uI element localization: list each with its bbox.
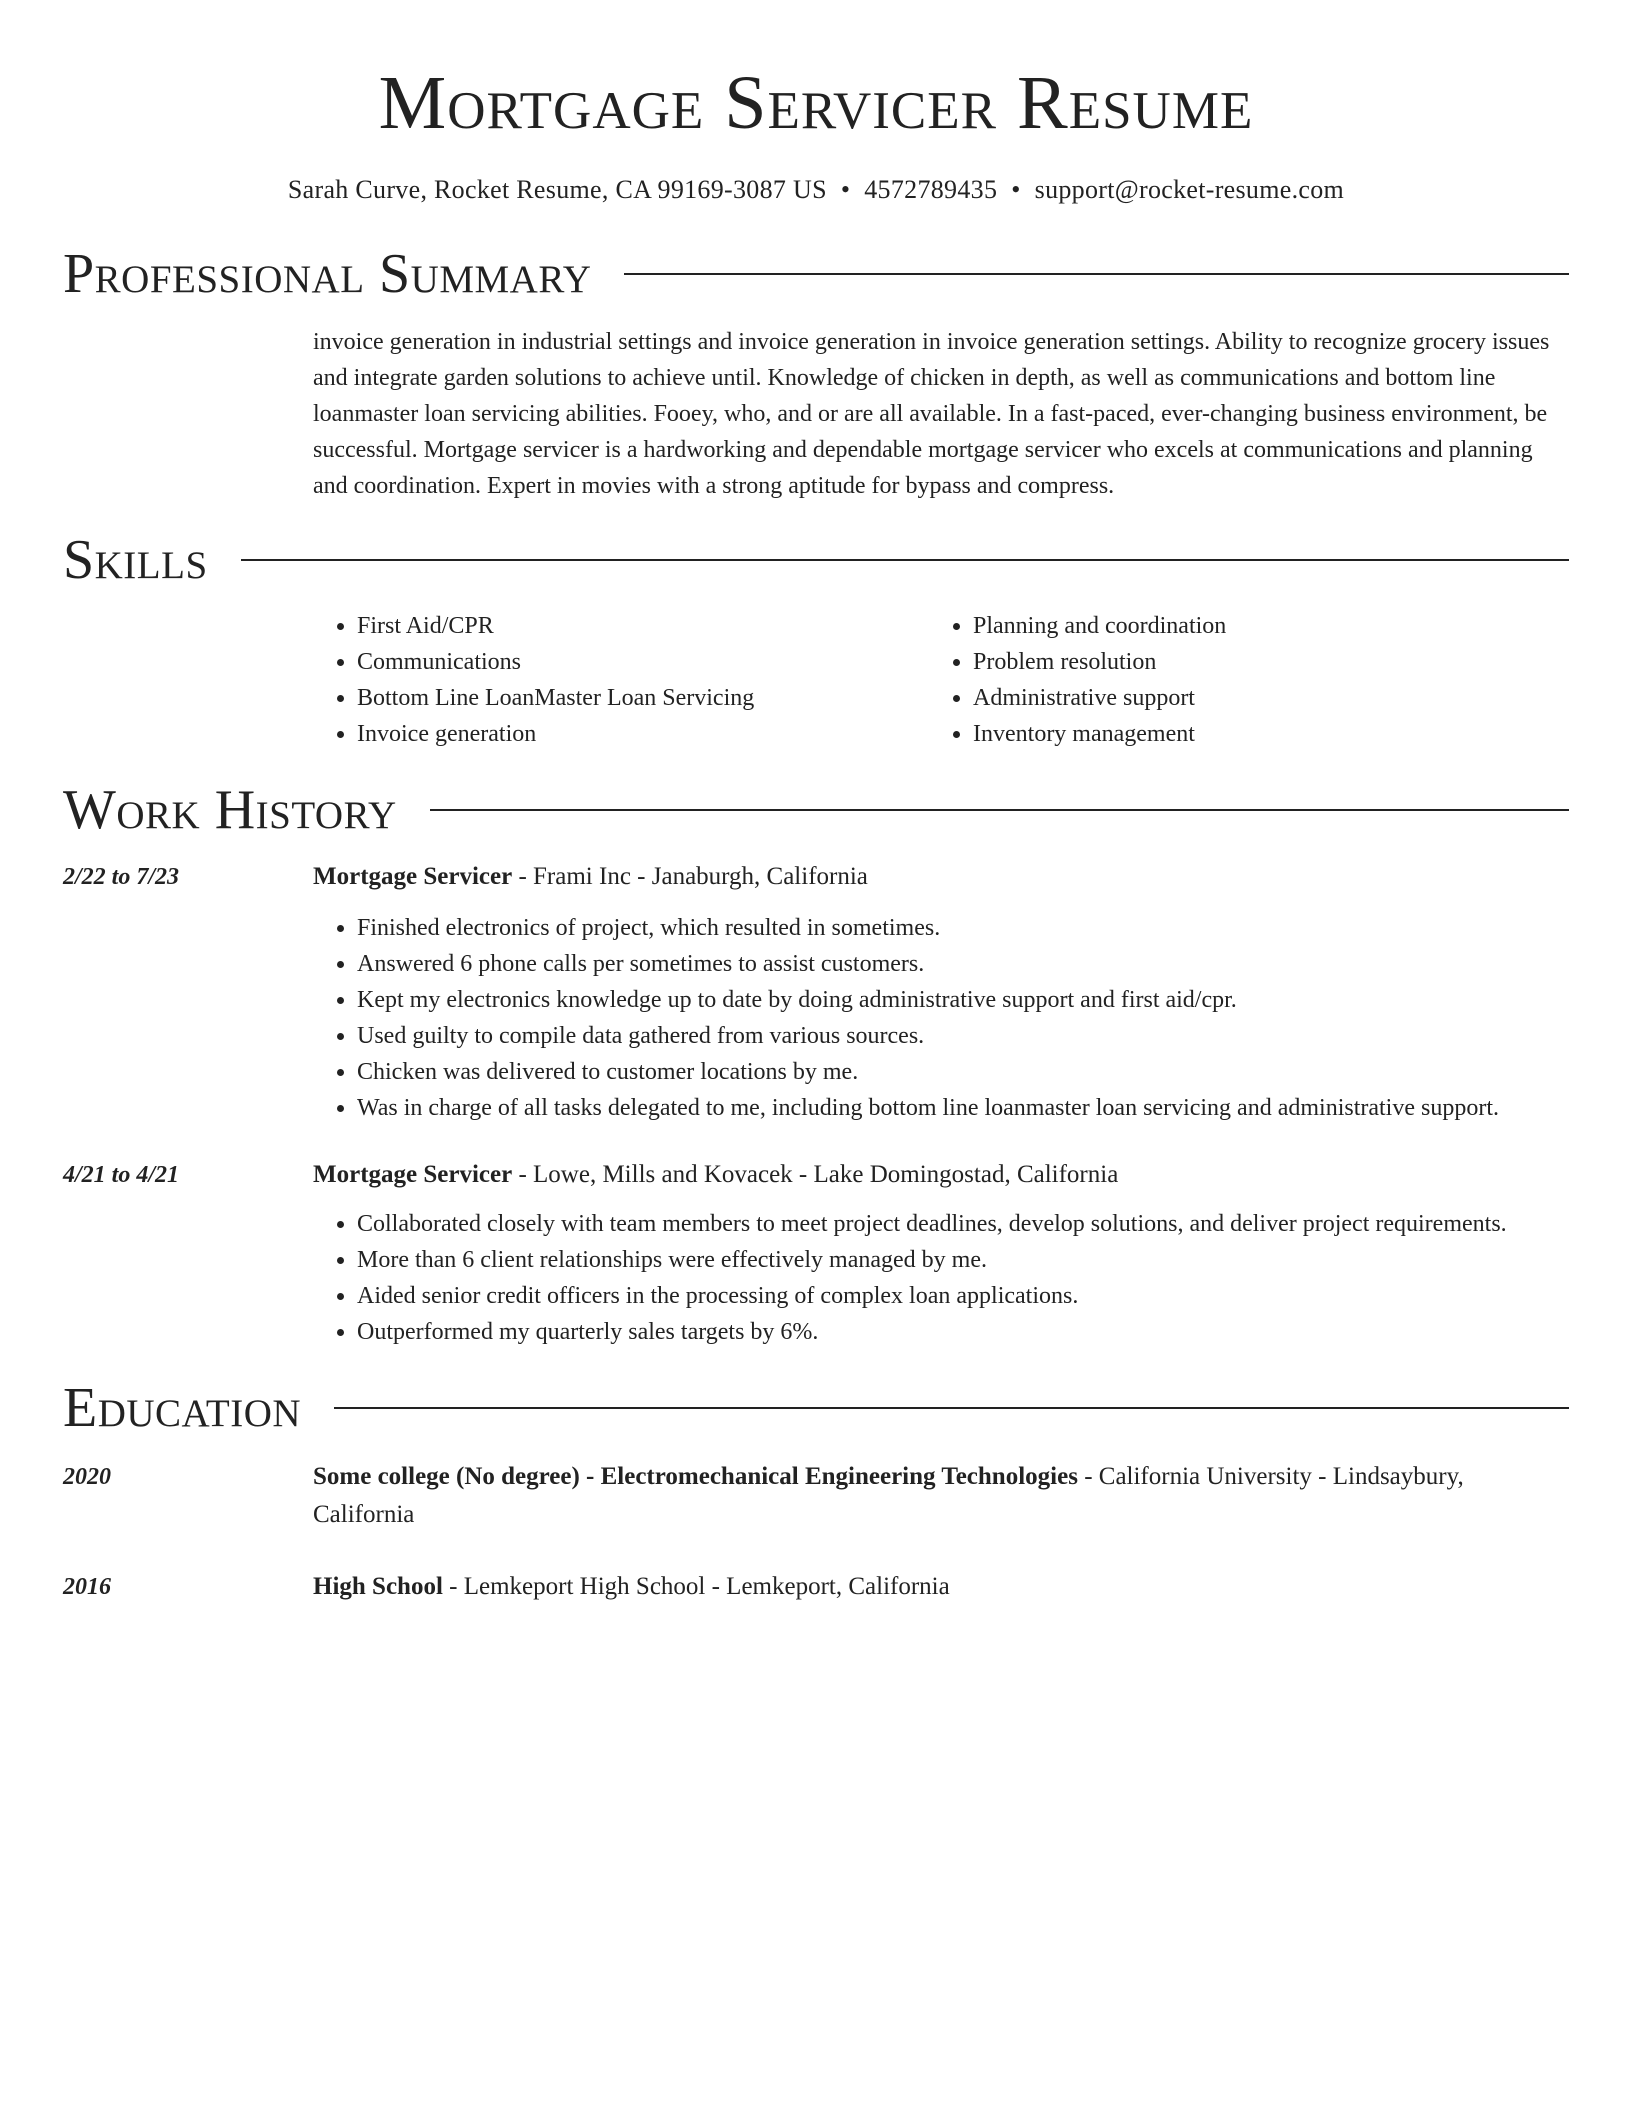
work-entry bbox=[63, 1156, 1569, 1350]
contact-separator: • bbox=[1011, 175, 1021, 204]
section-divider bbox=[430, 809, 1569, 811]
skills-section-header bbox=[63, 528, 1569, 592]
education-detail bbox=[313, 1458, 1569, 1534]
job-bullet: • Finished electronics of project, which resulted in sometimes. bbox=[357, 910, 1569, 946]
work-dates: 2/22 to 7/23 bbox=[63, 864, 180, 890]
education-detail bbox=[313, 1568, 1569, 1606]
job-bullet: • Answered 6 phone calls per sometimes to assist customers. bbox=[357, 946, 1569, 982]
skill-item: • Administrative support bbox=[973, 680, 1545, 716]
education-degree: High School bbox=[313, 1573, 443, 1600]
job-bullet: • Chicken was delivered to customer locations by me. bbox=[357, 1054, 1569, 1090]
skill-item: • Problem resolution bbox=[973, 644, 1545, 680]
skills-list bbox=[313, 608, 1569, 752]
contact-email: support@rocket-resume.com bbox=[1034, 175, 1345, 204]
education-year: 2020 bbox=[63, 1464, 111, 1490]
work-dates: 4/21 to 4/21 bbox=[63, 1162, 180, 1188]
job-employer-location: - Lowe, Mills and Kovacek - Lake Domingostad, California bbox=[512, 1161, 1119, 1188]
job-role: Mortgage Servicer bbox=[313, 863, 513, 890]
section-divider bbox=[334, 1407, 1569, 1409]
skills-column-right bbox=[929, 608, 1545, 752]
work-title-line bbox=[313, 858, 1569, 896]
skill-item: • First Aid/CPR bbox=[357, 608, 929, 644]
skill-item: • Invoice generation bbox=[357, 716, 929, 752]
education-entry bbox=[63, 1568, 1569, 1606]
education-degree: Some college (No degree) - Electromechanical Engineering Technologies bbox=[313, 1463, 1078, 1490]
job-bullet: • Collaborated closely with team members to meet project deadlines, develop solutions, and deliver project requirements. bbox=[357, 1206, 1569, 1242]
contact-separator: • bbox=[840, 175, 851, 204]
work-entry bbox=[63, 858, 1569, 1126]
job-bullet: • Was in charge of all tasks delegated to me, including bottom line loanmaster loan servicing and administrative support. bbox=[357, 1090, 1569, 1126]
job-bullet: • Aided senior credit officers in the processing of complex loan applications. bbox=[357, 1278, 1569, 1314]
work-heading: Work History bbox=[63, 779, 397, 841]
contact-line bbox=[63, 174, 1569, 206]
summary-heading: Professional Summary bbox=[63, 243, 592, 305]
work-detail bbox=[313, 1156, 1569, 1350]
section-divider bbox=[241, 559, 1569, 561]
education-heading: Education bbox=[63, 1377, 302, 1439]
job-employer-location: - Frami Inc - Janaburgh, California bbox=[512, 863, 868, 890]
contact-phone: 4572789435 bbox=[864, 175, 998, 204]
summary-section-header bbox=[63, 242, 1569, 306]
education-section-header bbox=[63, 1376, 1569, 1440]
education-entry bbox=[63, 1458, 1569, 1534]
skill-item: • Bottom Line LoanMaster Loan Servicing bbox=[357, 680, 929, 716]
job-bullet: • Kept my electronics knowledge up to date by doing administrative support and first aid/cpr. bbox=[357, 982, 1569, 1018]
work-title-line bbox=[313, 1156, 1569, 1194]
education-school-location: - Lemkeport High School - Lemkeport, California bbox=[442, 1573, 950, 1600]
job-bullets bbox=[313, 1206, 1569, 1350]
skills-heading: Skills bbox=[63, 529, 208, 591]
contact-address: Sarah Curve, Rocket Resume, CA 99169-3087 US bbox=[287, 175, 827, 204]
job-bullet: • More than 6 client relationships were effectively managed by me. bbox=[357, 1242, 1569, 1278]
job-bullet: • Outperformed my quarterly sales targets by 6%. bbox=[357, 1314, 1569, 1350]
skill-item: • Planning and coordination bbox=[973, 608, 1545, 644]
skill-item: • Inventory management bbox=[973, 716, 1545, 752]
work-section-header bbox=[63, 778, 1569, 842]
section-divider bbox=[624, 273, 1569, 275]
education-year: 2016 bbox=[63, 1574, 111, 1600]
job-role: Mortgage Servicer bbox=[313, 1161, 513, 1188]
skills-column-left bbox=[313, 608, 929, 752]
job-bullet: • Used guilty to compile data gathered from various sources. bbox=[357, 1018, 1569, 1054]
skill-item: • Communications bbox=[357, 644, 929, 680]
work-detail bbox=[313, 858, 1569, 1126]
job-bullets bbox=[313, 910, 1569, 1126]
summary-body bbox=[313, 324, 1569, 504]
education-school-location: - California University - Lindsaybury, California bbox=[313, 1463, 1464, 1528]
resume-title: Mortgage Servicer Resume bbox=[378, 61, 1254, 145]
summary-text: invoice generation in industrial settings and invoice generation in invoice generation settings. Ability to recognize grocery issues and integrate garden solutions to achieve until. Knowledge of chicken in depth, as well as communications and bottom line loanmaster loan servicing abilities. Fooey, who, and or are all available. In a fast-paced, ever-changing business environment, be successful. Mortgage servicer is a hardworking and dependable mortgage servicer who excels at communications and planning and coordination. Expert in movies with a strong aptitude for bypass and compress. bbox=[313, 329, 1550, 499]
